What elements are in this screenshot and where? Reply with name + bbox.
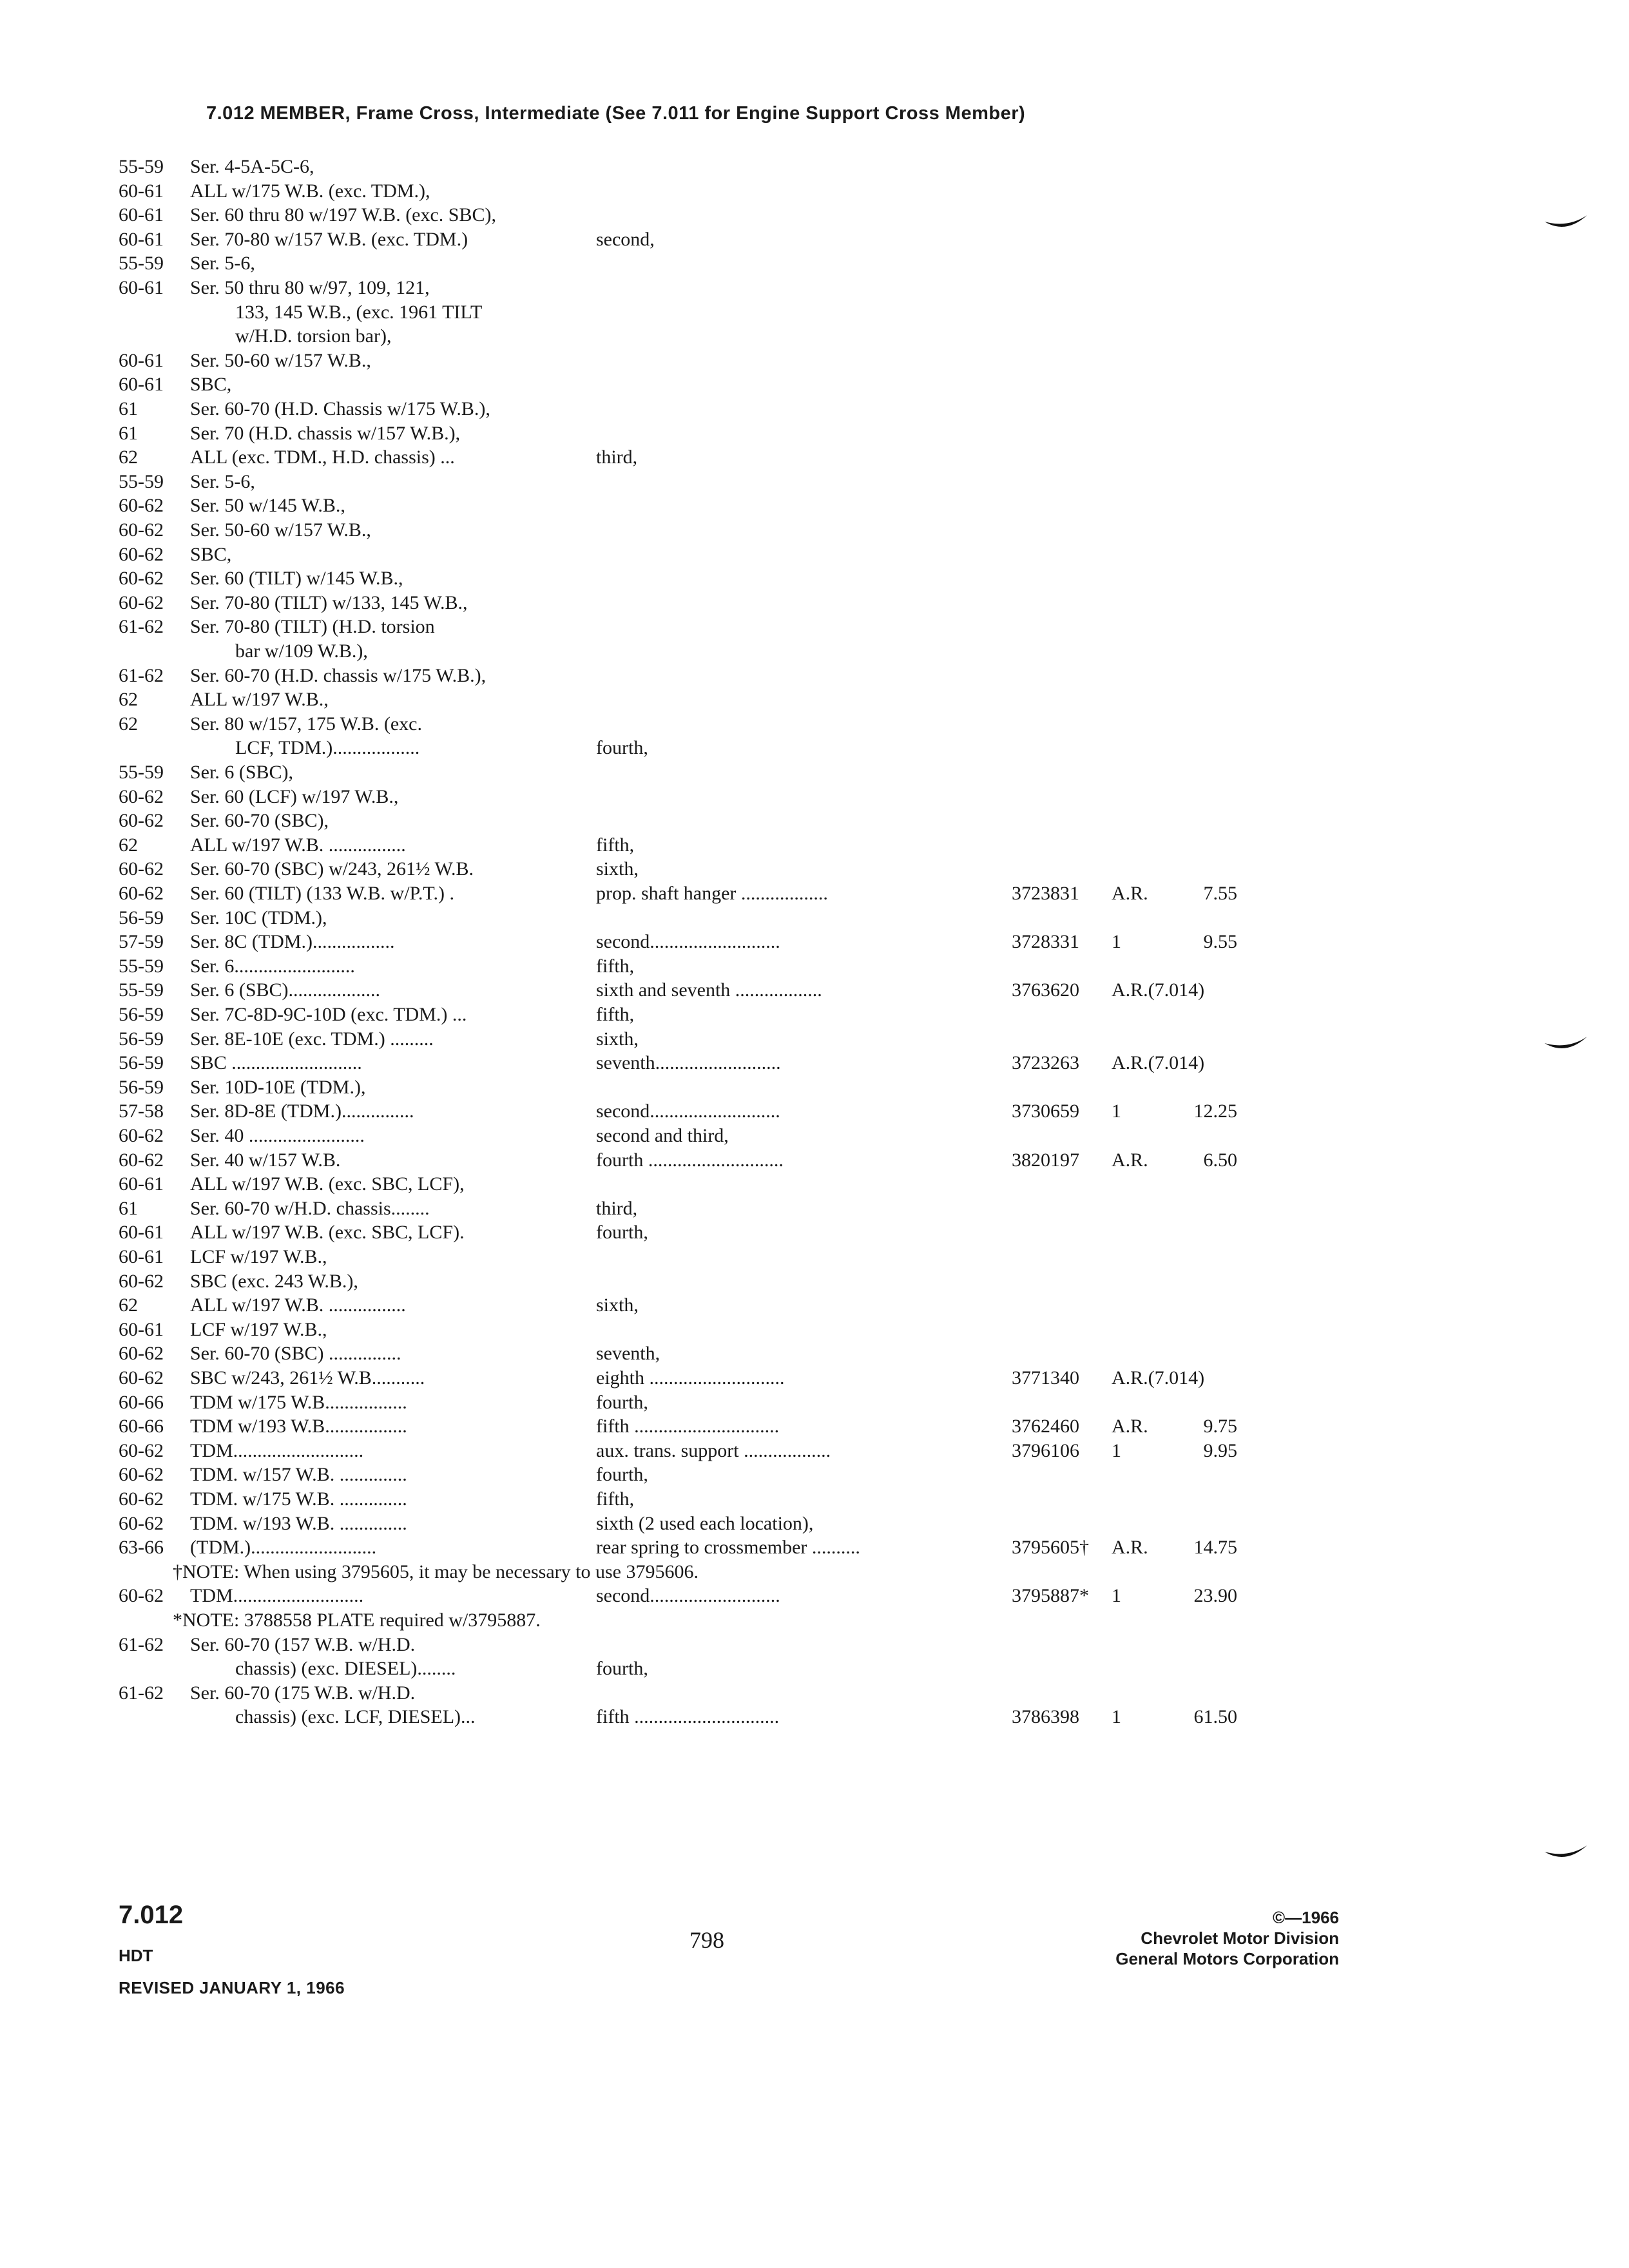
quantity: 1	[1112, 1706, 1121, 1727]
parts-row	[0, 1681, 1629, 1706]
model-years: 56-59	[119, 907, 164, 928]
model-description: SBC,	[190, 374, 232, 395]
model-description: ALL w/197 W.B. ................	[190, 1294, 406, 1316]
model-years: 62	[119, 447, 138, 468]
parts-row	[0, 372, 1629, 397]
parts-row	[0, 203, 1629, 227]
crossmember-position: sixth and seventh ..................	[596, 979, 822, 1001]
model-years: 60-62	[119, 1585, 164, 1606]
model-description: SBC (exc. 243 W.B.),	[190, 1271, 358, 1292]
crossmember-position: third,	[596, 447, 638, 468]
parts-row	[0, 543, 1629, 567]
model-years: 56-59	[119, 1052, 164, 1073]
model-years: 60-61	[119, 180, 164, 202]
parts-row	[0, 421, 1629, 446]
model-description: TDM. w/193 W.B. ..............	[190, 1513, 407, 1534]
model-description: LCF w/197 W.B.,	[190, 1319, 327, 1340]
price: 9.55	[1203, 931, 1237, 952]
parts-row	[0, 736, 1629, 760]
parts-row	[0, 1124, 1629, 1148]
part-number: 3820197	[1012, 1149, 1079, 1171]
model-description: Ser. 50-60 w/157 W.B.,	[190, 350, 371, 371]
model-description: SBC w/243, 261½ W.B...........	[190, 1367, 425, 1389]
part-number: 3762460	[1012, 1416, 1079, 1437]
parts-row	[0, 1318, 1629, 1342]
model-description: ALL w/197 W.B.,	[190, 689, 329, 710]
margin-check-mark-3	[1543, 1843, 1588, 1862]
quantity: A.R.	[1112, 1537, 1148, 1558]
model-description: ALL w/197 W.B. (exc. SBC, LCF).	[190, 1222, 465, 1243]
parts-row	[0, 1512, 1629, 1536]
margin-check-mark-1	[1543, 213, 1588, 232]
crossmember-position: fifth,	[596, 1488, 635, 1510]
crossmember-position: sixth,	[596, 1294, 639, 1316]
model-years: 62	[119, 1294, 138, 1316]
model-description: Ser. 60-70 (SBC) ...............	[190, 1343, 401, 1364]
model-years: 60-62	[119, 519, 164, 541]
model-years: 55-59	[119, 956, 164, 977]
parts-row	[0, 179, 1629, 204]
price: 6.50	[1203, 1149, 1237, 1171]
parts-row	[0, 518, 1629, 543]
quantity: A.R.	[1112, 1149, 1148, 1171]
quantity: A.R.(7.014)	[1112, 979, 1205, 1001]
model-description: LCF w/197 W.B.,	[190, 1246, 327, 1267]
model-description: w/H.D. torsion bar),	[235, 325, 392, 347]
price: 7.55	[1203, 883, 1237, 904]
part-number: 3728331	[1012, 931, 1079, 952]
parts-row	[0, 1148, 1629, 1173]
parts-row	[0, 930, 1629, 954]
parts-row	[0, 978, 1629, 1003]
model-years: 60-66	[119, 1392, 164, 1413]
parts-row	[0, 1027, 1629, 1052]
footnote-text: *NOTE: 3788558 PLATE required w/3795887.	[173, 1610, 541, 1631]
parts-row	[0, 470, 1629, 494]
parts-row	[0, 324, 1629, 349]
model-years: 60-62	[119, 1149, 164, 1171]
parts-row	[0, 397, 1629, 421]
copyright-line: ©—1966	[1273, 1908, 1339, 1927]
model-description: TDM. w/157 W.B. ..............	[190, 1464, 407, 1485]
parts-row	[0, 687, 1629, 712]
model-description: ALL w/175 W.B. (exc. TDM.),	[190, 180, 430, 202]
model-description: SBC ...........................	[190, 1052, 362, 1073]
parts-row	[0, 1657, 1629, 1681]
model-description: Ser. 8D-8E (TDM.)...............	[190, 1100, 414, 1122]
model-years: 57-59	[119, 931, 164, 952]
crossmember-position: seventh..........................	[596, 1052, 781, 1073]
model-years: 60-61	[119, 277, 164, 298]
crossmember-position: aux. trans. support ..................	[596, 1440, 831, 1461]
model-years: 60-62	[119, 883, 164, 904]
model-years: 61-62	[119, 616, 164, 637]
parts-row	[0, 954, 1629, 979]
model-description: LCF, TDM.)..................	[235, 737, 420, 758]
model-years: 63-66	[119, 1537, 164, 1558]
footer-revised-date: REVISED JANUARY 1, 1966	[119, 1978, 345, 1997]
model-years: 62	[119, 713, 138, 735]
model-years: 60-62	[119, 544, 164, 565]
model-description: Ser. 60-70 (157 W.B. w/H.D.	[190, 1634, 416, 1655]
model-description: Ser. 60-70 (SBC) w/243, 261½ W.B.	[190, 858, 474, 879]
price: 12.25	[1193, 1100, 1237, 1122]
quantity: 1	[1112, 1100, 1121, 1122]
crossmember-position: seventh,	[596, 1343, 660, 1364]
model-years: 60-62	[119, 1367, 164, 1389]
model-years: 56-59	[119, 1077, 164, 1098]
model-years: 60-61	[119, 1246, 164, 1267]
model-years: 60-62	[119, 1488, 164, 1510]
model-years: 60-62	[119, 1125, 164, 1146]
model-description: ALL w/197 W.B. (exc. SBC, LCF),	[190, 1173, 465, 1195]
model-description: TDM...........................	[190, 1440, 364, 1461]
model-years: 60-62	[119, 1343, 164, 1364]
parts-row	[0, 1220, 1629, 1245]
model-years: 61	[119, 398, 138, 419]
parts-row	[0, 1463, 1629, 1487]
part-number: 3723831	[1012, 883, 1079, 904]
part-number: 3723263	[1012, 1052, 1079, 1073]
model-description: Ser. 70 (H.D. chassis w/157 W.B.),	[190, 423, 461, 444]
model-years: 62	[119, 834, 138, 856]
crossmember-position: eighth ............................	[596, 1367, 785, 1389]
parts-row	[0, 349, 1629, 373]
model-description: Ser. 60 (LCF) w/197 W.B.,	[190, 786, 399, 807]
model-years: 61-62	[119, 665, 164, 686]
parts-row	[0, 1099, 1629, 1124]
model-description: Ser. 4-5A-5C-6,	[190, 156, 314, 177]
model-years: 60-61	[119, 1173, 164, 1195]
model-description: Ser. 50-60 w/157 W.B.,	[190, 519, 371, 541]
price: 61.50	[1193, 1706, 1237, 1727]
model-description: Ser. 5-6,	[190, 471, 255, 492]
parts-row	[0, 712, 1629, 736]
crossmember-position: third,	[596, 1198, 638, 1219]
crossmember-position: second,	[596, 229, 655, 250]
model-description: Ser. 7C-8D-9C-10D (exc. TDM.) ...	[190, 1004, 467, 1025]
crossmember-position: fifth ..............................	[596, 1706, 780, 1727]
model-description: Ser. 6 (SBC),	[190, 762, 294, 783]
parts-row	[0, 1705, 1629, 1729]
model-description: 133, 145 W.B., (exc. 1961 TILT	[235, 302, 483, 323]
model-description: ALL w/197 W.B. ................	[190, 834, 406, 856]
model-years: 55-59	[119, 762, 164, 783]
part-number: 3786398	[1012, 1706, 1079, 1727]
parts-row	[0, 615, 1629, 639]
model-years: 60-66	[119, 1416, 164, 1437]
parts-row	[0, 664, 1629, 688]
parts-row	[0, 155, 1629, 179]
model-years: 60-61	[119, 204, 164, 226]
quantity: 1	[1112, 1585, 1121, 1606]
parts-row	[0, 639, 1629, 664]
parts-row	[0, 227, 1629, 252]
parts-row	[0, 1269, 1629, 1294]
quantity: A.R.(7.014)	[1112, 1367, 1205, 1389]
model-years: 61-62	[119, 1682, 164, 1704]
model-description: Ser. 6.........................	[190, 956, 355, 977]
parts-row	[0, 785, 1629, 809]
model-description: chassis) (exc. DIESEL)........	[235, 1658, 456, 1679]
parts-row	[0, 833, 1629, 858]
parts-row	[0, 591, 1629, 615]
quantity: A.R.	[1112, 1416, 1148, 1437]
quantity: A.R.	[1112, 883, 1148, 904]
model-years: 60-62	[119, 1440, 164, 1461]
crossmember-position: fourth,	[596, 1658, 648, 1679]
parts-row	[0, 1172, 1629, 1196]
parts-row	[0, 1003, 1629, 1027]
model-description: Ser. 40 w/157 W.B.	[190, 1149, 341, 1171]
parts-row	[0, 881, 1629, 906]
parts-row	[0, 445, 1629, 470]
model-description: Ser. 40 ........................	[190, 1125, 365, 1146]
corporation-line: General Motors Corporation	[1115, 1949, 1339, 1968]
crossmember-position: fifth,	[596, 956, 635, 977]
model-description: Ser. 5-6,	[190, 253, 255, 274]
parts-row	[0, 1390, 1629, 1415]
crossmember-position: second...........................	[596, 1585, 780, 1606]
parts-row	[0, 566, 1629, 591]
model-years: 61-62	[119, 1634, 164, 1655]
model-years: 60-61	[119, 1222, 164, 1243]
model-description: Ser. 60 (TILT) (133 W.B. w/P.T.) .	[190, 883, 454, 904]
crossmember-position: rear spring to crossmember ..........	[596, 1537, 860, 1558]
crossmember-position: fifth,	[596, 834, 635, 856]
model-description: Ser. 70-80 w/157 W.B. (exc. TDM.)	[190, 229, 468, 250]
margin-check-mark-2	[1543, 1034, 1588, 1053]
model-description: Ser. 70-80 (TILT) w/133, 145 W.B.,	[190, 592, 468, 613]
part-number: 3795605†	[1012, 1537, 1089, 1558]
model-years: 61	[119, 1198, 138, 1219]
crossmember-position: fourth ............................	[596, 1149, 784, 1171]
parts-row	[0, 251, 1629, 276]
model-description: bar w/109 W.B.),	[235, 640, 368, 662]
model-description: (TDM.)..........................	[190, 1537, 377, 1558]
parts-row	[0, 1366, 1629, 1390]
model-years: 57-58	[119, 1100, 164, 1122]
parts-row	[0, 300, 1629, 325]
parts-row	[0, 1196, 1629, 1221]
model-description: Ser. 8C (TDM.).................	[190, 931, 395, 952]
footnote-text: †NOTE: When using 3795605, it may be necessary to use 3795606.	[173, 1561, 699, 1582]
publisher-block	[1115, 1907, 1339, 1969]
part-number: 3796106	[1012, 1440, 1079, 1461]
page-number: 798	[689, 1927, 724, 1953]
footnote-row	[0, 1560, 1629, 1584]
crossmember-position: fourth,	[596, 737, 648, 758]
model-description: chassis) (exc. LCF, DIESEL)...	[235, 1706, 476, 1727]
crossmember-position: sixth,	[596, 858, 639, 879]
parts-row	[0, 1487, 1629, 1512]
model-years: 55-59	[119, 253, 164, 274]
model-years: 60-61	[119, 374, 164, 395]
parts-row	[0, 276, 1629, 300]
model-years: 60-62	[119, 495, 164, 516]
part-number: 3730659	[1012, 1100, 1079, 1122]
model-years: 60-61	[119, 350, 164, 371]
model-description: TDM w/193 W.B.................	[190, 1416, 407, 1437]
model-description: SBC,	[190, 544, 232, 565]
parts-row	[0, 1535, 1629, 1560]
part-number: 3771340	[1012, 1367, 1079, 1389]
model-years: 60-62	[119, 1513, 164, 1534]
footnote-row	[0, 1608, 1629, 1633]
parts-row	[0, 1341, 1629, 1366]
crossmember-position: second...........................	[596, 1100, 780, 1122]
model-description: Ser. 70-80 (TILT) (H.D. torsion	[190, 616, 435, 637]
model-description: Ser. 60-70 w/H.D. chassis........	[190, 1198, 430, 1219]
model-description: Ser. 60-70 (175 W.B. w/H.D.	[190, 1682, 416, 1704]
division-line: Chevrolet Motor Division	[1141, 1928, 1339, 1948]
price: 14.75	[1193, 1537, 1237, 1558]
price: 9.75	[1203, 1416, 1237, 1437]
model-years: 60-62	[119, 786, 164, 807]
model-description: Ser. 60 (TILT) w/145 W.B.,	[190, 568, 403, 589]
parts-row	[0, 1293, 1629, 1318]
parts-row	[0, 857, 1629, 881]
parts-row	[0, 1075, 1629, 1100]
parts-row	[0, 1051, 1629, 1075]
model-years: 55-59	[119, 471, 164, 492]
crossmember-position: fourth,	[596, 1464, 648, 1485]
model-years: 60-62	[119, 568, 164, 589]
model-years: 60-62	[119, 858, 164, 879]
price: 23.90	[1193, 1585, 1237, 1606]
model-years: 60-61	[119, 229, 164, 250]
part-number: 3795887*	[1012, 1585, 1089, 1606]
page-title: 7.012 MEMBER, Frame Cross, Intermediate (See 7.011 for Engine Support Cross Member)	[206, 103, 1026, 124]
parts-row	[0, 494, 1629, 518]
parts-row	[0, 760, 1629, 785]
crossmember-position: second and third,	[596, 1125, 729, 1146]
model-description: Ser. 10C (TDM.),	[190, 907, 327, 928]
crossmember-position: prop. shaft hanger ..................	[596, 883, 828, 904]
model-description: Ser. 80 w/157, 175 W.B. (exc.	[190, 713, 422, 735]
crossmember-position: fifth ..............................	[596, 1416, 780, 1437]
model-description: TDM...........................	[190, 1585, 364, 1606]
parts-row	[0, 1584, 1629, 1608]
model-years: 60-62	[119, 810, 164, 831]
price: 9.95	[1203, 1440, 1237, 1461]
quantity: 1	[1112, 1440, 1121, 1461]
crossmember-position: fourth,	[596, 1222, 648, 1243]
quantity: 1	[1112, 931, 1121, 952]
footer-section-number: 7.012	[119, 1901, 184, 1929]
parts-row	[0, 809, 1629, 833]
crossmember-position: fifth,	[596, 1004, 635, 1025]
quantity: A.R.(7.014)	[1112, 1052, 1205, 1073]
parts-row	[0, 1633, 1629, 1657]
model-years: 56-59	[119, 1004, 164, 1025]
model-years: 62	[119, 689, 138, 710]
model-description: TDM w/175 W.B.................	[190, 1392, 407, 1413]
model-description: Ser. 60 thru 80 w/197 W.B. (exc. SBC),	[190, 204, 497, 226]
model-description: ALL (exc. TDM., H.D. chassis) ...	[190, 447, 455, 468]
crossmember-position: sixth (2 used each location),	[596, 1513, 814, 1534]
parts-row	[0, 1439, 1629, 1463]
model-years: 55-59	[119, 156, 164, 177]
part-number: 3763620	[1012, 979, 1079, 1001]
model-description: Ser. 10D-10E (TDM.),	[190, 1077, 366, 1098]
crossmember-position: fourth,	[596, 1392, 648, 1413]
crossmember-position: sixth,	[596, 1028, 639, 1050]
model-description: TDM. w/175 W.B. ..............	[190, 1488, 407, 1510]
model-description: Ser. 50 w/145 W.B.,	[190, 495, 345, 516]
model-years: 56-59	[119, 1028, 164, 1050]
parts-row	[0, 1414, 1629, 1439]
model-description: Ser. 6 (SBC)...................	[190, 979, 381, 1001]
model-description: Ser. 8E-10E (exc. TDM.) .........	[190, 1028, 434, 1050]
model-description: Ser. 60-70 (H.D. Chassis w/175 W.B.),	[190, 398, 490, 419]
model-description: Ser. 60-70 (SBC),	[190, 810, 329, 831]
crossmember-position: second...........................	[596, 931, 780, 952]
parts-row	[0, 906, 1629, 930]
model-years: 60-62	[119, 592, 164, 613]
model-years: 61	[119, 423, 138, 444]
model-years: 55-59	[119, 979, 164, 1001]
model-years: 60-62	[119, 1464, 164, 1485]
model-description: Ser. 50 thru 80 w/97, 109, 121,	[190, 277, 430, 298]
parts-row	[0, 1245, 1629, 1269]
model-description: Ser. 60-70 (H.D. chassis w/175 W.B.),	[190, 665, 487, 686]
footer-group-code: HDT	[119, 1946, 153, 1965]
model-years: 60-62	[119, 1271, 164, 1292]
model-years: 60-61	[119, 1319, 164, 1340]
